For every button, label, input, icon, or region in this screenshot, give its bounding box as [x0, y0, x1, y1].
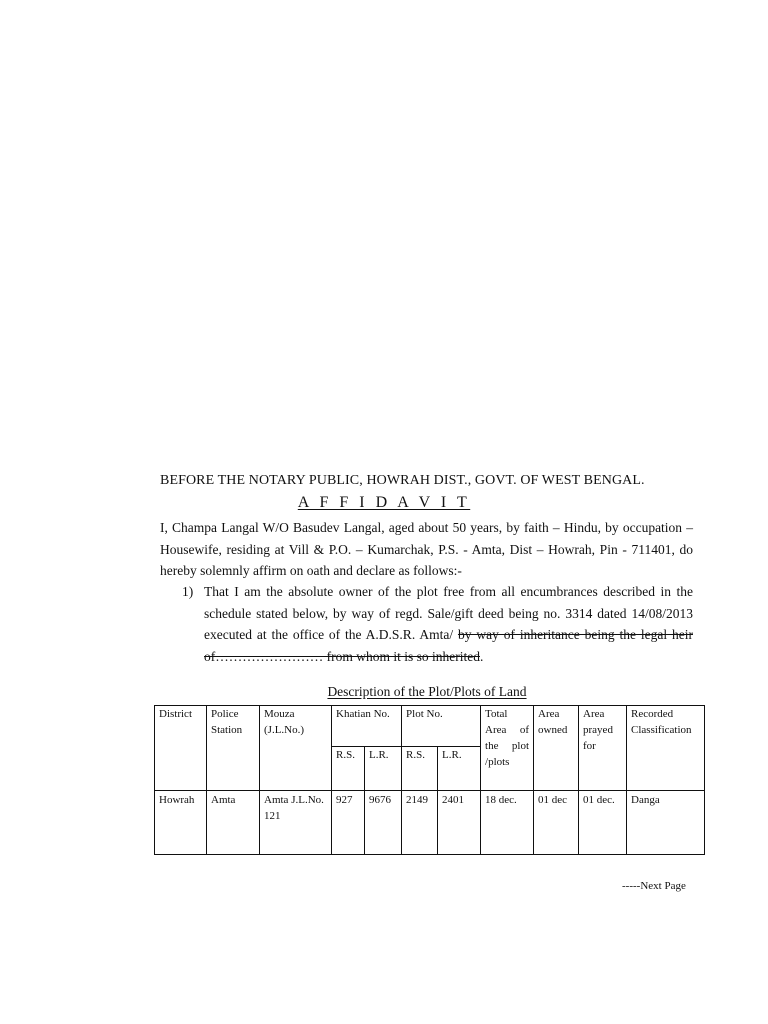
cell-khatian-lr: 9676 [365, 791, 402, 855]
header-area-owned: Area owned [534, 706, 579, 791]
clause-1 [182, 581, 693, 667]
header-police-station: Police Station [207, 706, 260, 791]
cell-area-owned: 01 dec [534, 791, 579, 855]
affidavit-title [0, 494, 768, 512]
cell-district: Howrah [155, 791, 207, 855]
header-total-area [481, 706, 534, 791]
subheader-khatian-lr: L.R. [365, 747, 402, 791]
subheader-khatian-rs: R.S. [332, 747, 365, 791]
clause-1-number: 1) [182, 584, 194, 599]
header-plot-no: Plot No. [402, 706, 481, 747]
cell-police-station: Amta [207, 791, 260, 855]
header-area-prayed: Area prayed for [579, 706, 627, 791]
clause-1-body [204, 581, 693, 667]
cell-recorded-classification: Danga [627, 791, 705, 855]
table-row [155, 791, 705, 855]
table-caption [0, 684, 768, 700]
notary-heading: BEFORE THE NOTARY PUBLIC, HOWRAH DIST., GOVT. OF WEST BENGAL. [160, 473, 645, 488]
cell-plot-rs: 2149 [402, 791, 438, 855]
cell-area-prayed: 01 dec. [579, 791, 627, 855]
subheader-plot-lr: L.R. [438, 747, 481, 791]
land-table [154, 705, 705, 855]
clause-1-end: . [479, 648, 484, 664]
header-district: District [155, 706, 207, 791]
header-mouza: Mouza (J.L.No.) [260, 706, 332, 791]
next-page-note: -----Next Page [622, 880, 686, 892]
header-recorded-classification: Recorded Classification [627, 706, 705, 791]
cell-khatian-rs: 927 [332, 791, 365, 855]
cell-total-area: 18 dec. [481, 791, 534, 855]
intro-paragraph: I, Champa Langal W/O Basudev Langal, aged about 50 years, by faith – Hindu, by occupation – Housewife, residing at Vill & P.O. – Kumarchak, P.S. - Amta, Dist – Howrah, Pin - 711401, do hereby solemnly affirm on oath and declare as follows:- [160, 520, 693, 578]
header-khatian: Khatian No. [332, 706, 402, 747]
table-caption-text: Description of the Plot/Plots of Land [327, 684, 527, 699]
clause-1-text: That I am the absolute owner of the plot free from all encumbrances described in the schedule stated below, by way of regd. Sale/gift deed being no. 3314 dated 14/08/2013 executed at the office of the A.D.S.R. Amta/ [204, 584, 693, 642]
table-header-row [155, 706, 705, 747]
cell-mouza: Amta J.L.No. 121 [260, 791, 332, 855]
affidavit-title-text: A F F I D A V I T [297, 494, 471, 511]
cell-plot-lr: 2401 [438, 791, 481, 855]
clause-1-struck-text: by way of inheritance being the legal heir of…………………… from whom it is so inherited [204, 627, 693, 664]
header-total-area-text: Total Area of the plot /plots [485, 708, 530, 768]
subheader-plot-rs: R.S. [402, 747, 438, 791]
